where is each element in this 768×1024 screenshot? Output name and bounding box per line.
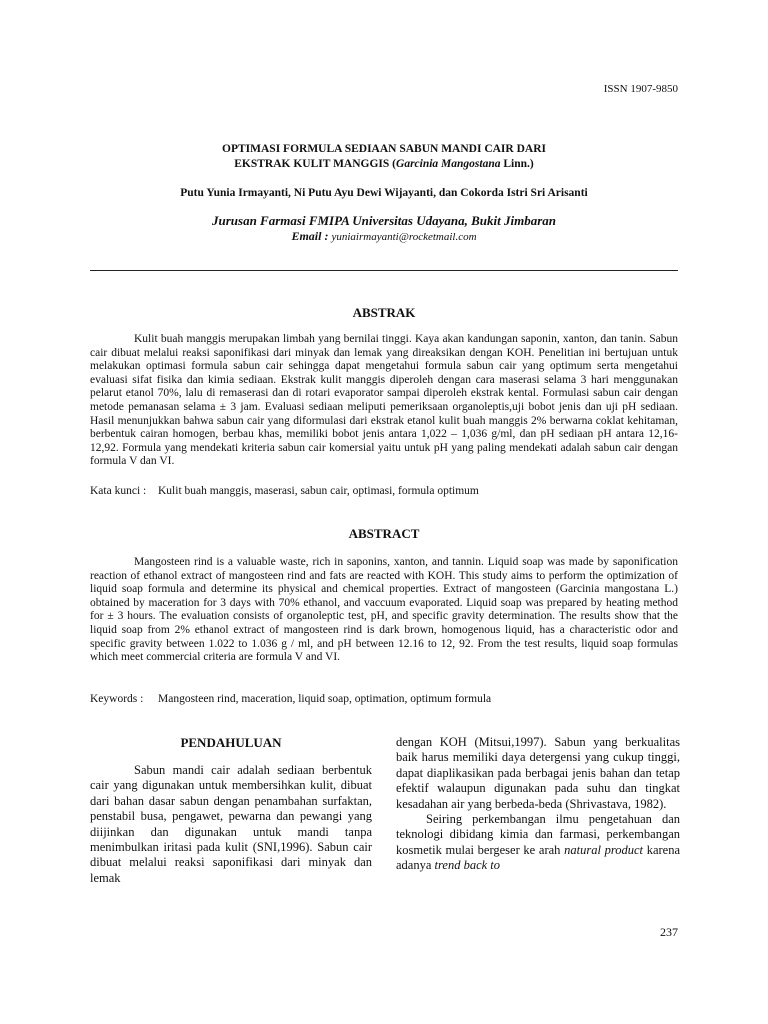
abstrak-body: Kulit buah manggis merupakan limbah yang bernilai tinggi. Kaya akan kandungan saponin, xanton, dan tanin. Sabun cair dibuat melalui reaksi saponifikasi dari minyak dan lemak yang direaksikan dengan KOH. Penelitian ini bertujuan untuk melakukan optimasi formula sabun cair sehingga dapat mengetahui formula sabun cair yang optimum serta mengetahui evaluasi sifat fisika dan kimia sediaan. Ekstrak kulit manggis diperoleh dengan cara maserasi selama 3 hari menggunakan pelarut etanol 70%, lalu di remaserasi dan di rotari evaporator sampai diperoleh ekstrak kental. Formulasi sabun cair dengan metode pemanasan selama ± 3 jam. Evaluasi sediaan meliputi pemeriksaan organoleptis,uji bobot jenis dan uji pH sediaan. Hasil menunjukkan bahwa sabun cair yang diformulasi dari ekstrak etanol kulit buah manggis 2% berwarna coklat kehitaman, berbentuk cairan homogen, berbau khas, memiliki bobot jenis antara 1,022 – 1,036 g/ml, dan pH sediaan pH antara 12,16- 12,92. Formula yang mendekati kriteria sabun cair komersial yaitu untuk pH yang paling mendekati adalah sabun cair dengan formula V dan VI.	[90, 333, 678, 468]
header-divider	[90, 270, 678, 271]
abstrak-keywords	[90, 484, 678, 498]
abstract-text	[90, 556, 678, 665]
abstract-keywords	[90, 692, 678, 706]
title-line-2	[90, 157, 678, 172]
title-block	[90, 142, 678, 245]
pendahuluan-left-body: Sabun mandi cair adalah sediaan berbentuk cair yang digunakan untuk membersihkan kulit, dibuat dari bahan dasar sabun dengan penambahan surfaktan, penstabil busa, pengawet, pewarna dan pewangi yang diijinkan dan digunakan untuk mandi tanpa menimbulkan iritasi pada kulit (SNI,1996). Sabun cair dibuat melalui reaksi saponifikasi dari minyak dan lemak	[90, 763, 372, 885]
pendahuluan-right-start: Seiring perkembangan ilmu pengetahuan dan teknologi dibidang kimia dan farmasi, perkembangan kosmetik mulai bergeser ke arah	[396, 812, 680, 857]
abstrak-heading: ABSTRAK	[352, 305, 416, 320]
title-line-1: OPTIMASI FORMULA SEDIAAN SABUN MANDI CAIR DARI	[222, 143, 546, 155]
natural-product-term: natural product	[564, 842, 644, 857]
issn-number: ISSN 1907-9850	[603, 83, 678, 95]
affiliation: Jurusan Farmasi FMIPA Universitas Udayana, Bukit Jimbaran	[212, 213, 556, 228]
keywords-label: Keywords :	[90, 693, 144, 705]
abstract-body: Mangosteen rind is a valuable waste, rich in saponins, xanton, and tannin. Liquid soap was made by saponification reaction of ethanol extract of mangosteen rind and fats are reacted with KOH. This study aims to perform the optimization of liquid soap formula and determine its physical and chemical properties. Extract of mangosteen (Garcinia mangostana L.) obtained by maceration for 3 days with 70% ethanol, and vaccuum evaporated. Liquid soap was prepared by heating method for ± 3 hours. The evaluation consists of organoleptic test, pH, and specific gravity determination. The results show that the liquid soap from 2% ethanol extract of mangosteen rind is dark brown, homogenous liquid, has a characteristic odor and specific gravity between 1.022 to 1.036 g / ml, and pH between 12.16 to 12, 92. From the test results, liquid soap formulas which meet commercial criteria are formula V and VI.	[90, 556, 678, 664]
kata-kunci-label: Kata kunci :	[90, 485, 147, 497]
species-name: Garcinia Mangostana	[396, 158, 501, 170]
authors: Putu Yunia Irmayanti, Ni Putu Ayu Dewi Wijayanti, dan Cokorda Istri Sri Arisanti	[180, 187, 588, 199]
pendahuluan-heading: PENDAHULUAN	[180, 735, 282, 750]
pendahuluan-right-text-1: dengan KOH (Mitsui,1997). Sabun yang berkualitas baik harus memiliki daya detergensi yang cukup tinggi, dapat diaplikasikan pada berbagai jenis bahan dan tetap efektif walaupun digunakan pada suhu dan tingkat kesadahan air yang berbeda-beda (Shrivastava, 1982).	[396, 735, 680, 811]
email-address: yuniairmayanti@rocketmail.com	[331, 231, 477, 243]
title-line-2-prefix: EKSTRAK KULIT MANGGIS (	[234, 158, 397, 170]
email-line	[90, 229, 678, 245]
pendahuluan-left-text	[90, 763, 372, 886]
trend-back-term: trend back to	[434, 858, 501, 873]
kata-kunci-values: Kulit buah manggis, maserasi, sabun cair, optimasi, formula optimum	[158, 485, 479, 497]
abstrak-text	[90, 333, 678, 469]
left-column	[90, 735, 372, 886]
pendahuluan-right-mid: karena adanya	[396, 842, 681, 873]
pendahuluan-right-text-2	[396, 812, 680, 874]
abstract-heading: ABSTRACT	[348, 526, 420, 541]
keywords-values: Mangosteen rind, maceration, liquid soap, optimation, optimum formula	[158, 693, 492, 705]
right-column	[396, 735, 680, 874]
email-label: Email :	[291, 229, 332, 243]
page-number: 237	[660, 925, 678, 939]
title-line-2-suffix: Linn.)	[500, 158, 534, 170]
